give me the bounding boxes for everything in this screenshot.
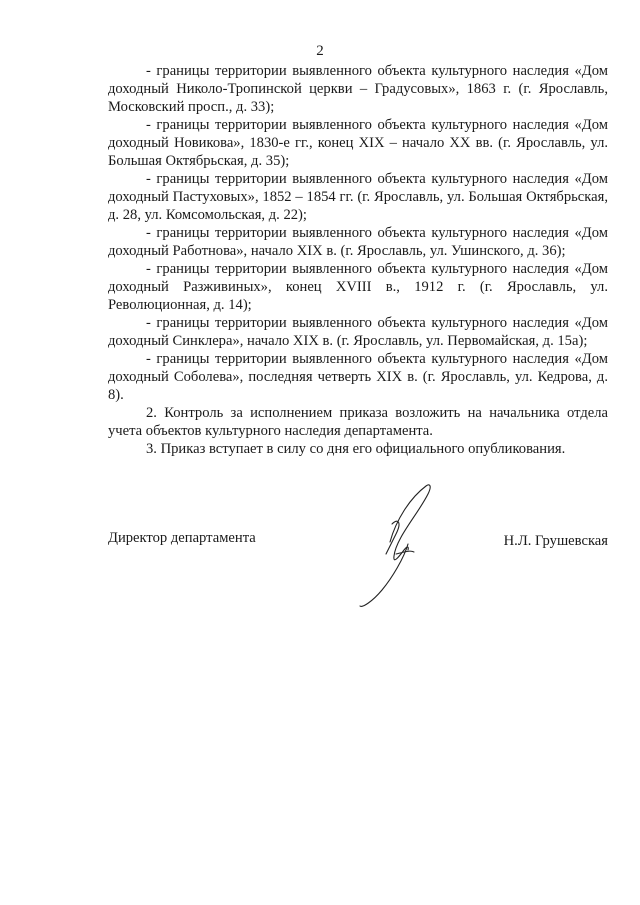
page-number: 2 [316,43,324,59]
clause-3: 3. Приказ вступает в силу со дня его официального опубликования. [146,441,566,457]
list-item: - границы территории выявленного объекта культурного наследия «Дом доходный Новикова», 1830-е гг., конец XIX – начало XX вв. (г. Ярославль, ул. Большая Октябрьская, д. 35); [108,117,608,169]
list-item: - границы территории выявленного объекта культурного наследия «Дом доходный Разживиных», конец XVIII в., 1912 г. (г. Ярославль, ул. Революционная, д. 14); [108,261,608,313]
signatory-title: Директор департамента [108,530,256,546]
list-item: - границы территории выявленного объекта культурного наследия «Дом доходный Пастуховых», 1852 – 1854 гг. (г. Ярославль, ул. Большая Октябрьская, д. 28, ул. Комсомольская, д. 22); [108,171,608,223]
list-item: - границы территории выявленного объекта культурного наследия «Дом доходный Работнова», начало XIX в. (г. Ярославль, ул. Ушинского, д. 36); [108,225,608,259]
clause-2: 2. Контроль за исполнением приказа возложить на начальника отдела учета объектов культурного наследия департамента. [108,405,608,439]
list-item: - границы территории выявленного объекта культурного наследия «Дом доходный Николо-Тропинской церкви – Градусовых», 1863 г. (г. Ярославль, Московский просп., д. 33); [108,63,608,115]
list-item: - границы территории выявленного объекта культурного наследия «Дом доходный Синклера», начало XIX в. (г. Ярославль, ул. Первомайская, д. 15а); [108,315,608,349]
list-item: - границы территории выявленного объекта культурного наследия «Дом доходный Соболева», последняя четверть XIX в. (г. Ярославль, ул. Кедрова, д. 8). [108,351,608,403]
signatory-name: Н.Л. Грушевская [503,533,608,549]
signature-image [352,480,442,610]
document-body [108,62,608,458]
